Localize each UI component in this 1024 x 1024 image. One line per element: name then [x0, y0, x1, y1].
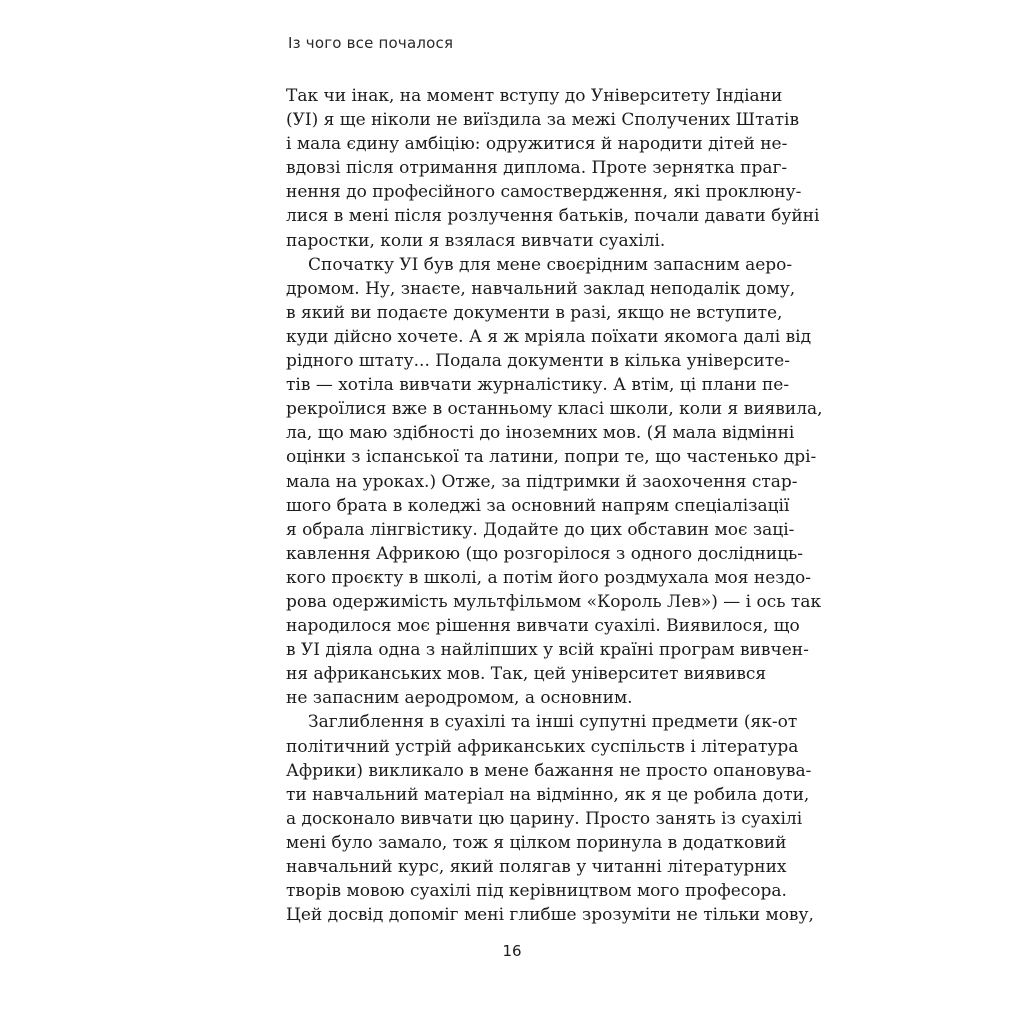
text-line: мала на уроках.) Отже, за підтримки й заохочення стар-	[286, 471, 798, 492]
text-line: паростки, коли я взялася вивчати суахілі.	[286, 230, 666, 251]
text-line: в УІ діяла одна з найліпших у всій країні програм вивчен-	[286, 640, 809, 661]
text-line: вдовзі після отримання диплома. Проте зернятка праг-	[286, 158, 788, 179]
text-line: народилося моє рішення вивчати суахілі. Виявилося, що	[286, 616, 800, 637]
text-line: не запасним аеродромом, а основним.	[286, 688, 633, 709]
text-line: творів мовою суахілі під керівництвом мого професора.	[286, 881, 787, 902]
text-line: шого брата в коледжі за основний напрям спеціалізації	[286, 495, 790, 516]
text-line: політичний устрій африканських суспільств і література	[286, 736, 799, 757]
text-line: нення до професійного самоствердження, які проклюну-	[286, 182, 802, 203]
text-line: куди дійсно хочете. А я ж мріяла поїхати якомога далі від	[286, 326, 812, 347]
text-line: Африки) викликало в мене бажання не просто опановува-	[286, 760, 812, 781]
text-line: кавлення Африкою (що розгорілося з одного дослідниць-	[286, 543, 804, 564]
text-line: кого проєкту в школі, а потім його роздмухала моя нездо-	[286, 567, 812, 588]
text-line: тів — хотіла вивчати журналістику. А втім, ці плани пе-	[286, 375, 790, 396]
text-line: Заглиблення в суахілі та інші супутні предмети (як-от	[308, 712, 798, 733]
text-line: Цей досвід допоміг мені глибше зрозуміти не тільки мову,	[286, 905, 814, 926]
text-line: а досконало вивчати цю царину. Просто занять із суахілі	[286, 808, 803, 829]
text-line: ла, що маю здібності до іноземних мов. (Я мала відмінні	[286, 423, 795, 444]
text-line: дромом. Ну, знаєте, навчальний заклад неподалік дому,	[286, 278, 796, 299]
text-line: і мала єдину амбіцію: одружитися й народити дітей не-	[286, 134, 788, 155]
text-line: я обрала лінгвістику. Додайте до цих обставин моє заці-	[286, 519, 795, 540]
text-line: ти навчальний матеріал на відмінно, як я це робила доти,	[286, 784, 810, 805]
text-line: в який ви подаєте документи в разі, якщо не вступите,	[286, 302, 783, 323]
text-line: навчальний курс, який полягав у читанні літературних	[286, 857, 787, 877]
text-line: рова одержимість мультфільмом «Король Лев») — і ось так	[286, 591, 822, 612]
text-line: Так чи інак, на момент вступу до Університету Індіани	[286, 86, 783, 106]
text-line: рекроїлися вже в останньому класі школи, коли я виявила,	[286, 399, 823, 420]
text-line: лися в мені після розлучення батьків, почали давати буйні	[286, 206, 820, 227]
text-line: рідного штату... Подала документи в кілька університе-	[286, 351, 790, 372]
text-line: ня африканських мов. Так, цей університет виявився	[286, 664, 767, 685]
body-text	[286, 84, 823, 927]
running-header: Із чого все почалося	[288, 34, 454, 52]
text-line: оцінки з іспанської та латини, попри те, що частенько дрі-	[286, 447, 817, 468]
text-line: (УІ) я ще ніколи не виїздила за межі Сполучених Штатів	[286, 110, 800, 131]
text-line: мені було замало, тож я цілком поринула в додатковий	[286, 832, 787, 853]
text-line: Спочатку УІ був для мене своєрідним запасним аеро-	[308, 254, 793, 275]
page-number: 16	[502, 942, 522, 960]
